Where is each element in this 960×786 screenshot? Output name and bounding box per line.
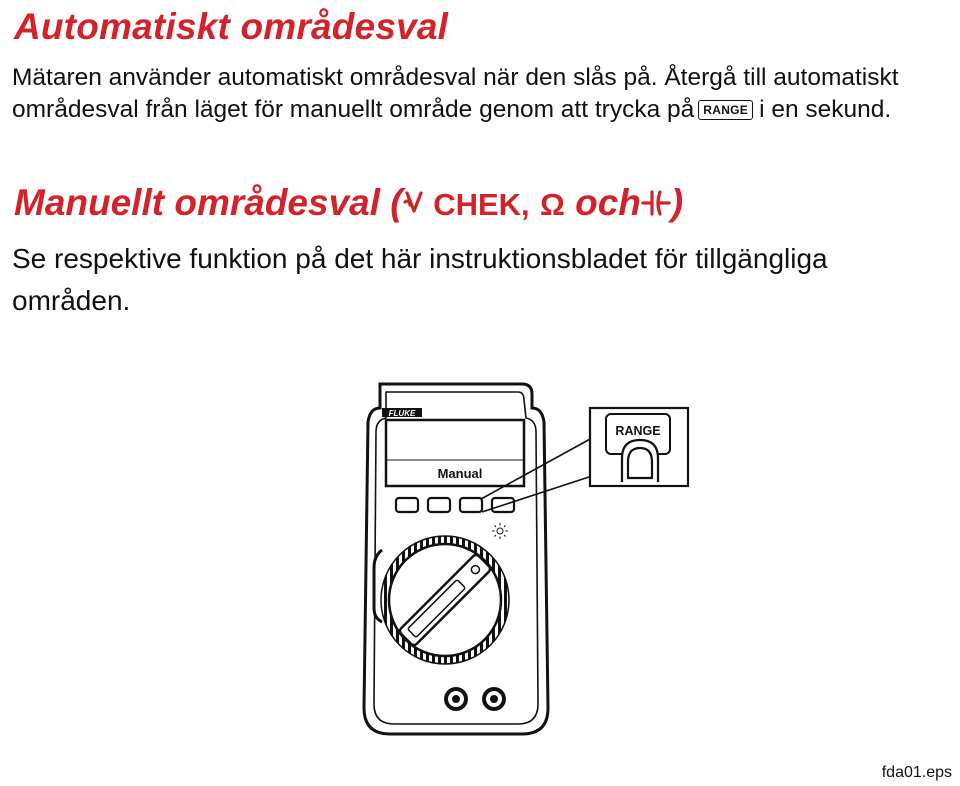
auto-range-text-part2: i en sekund. [759,96,892,123]
meter-button-2 [428,498,450,512]
multimeter-illustration [360,378,700,740]
side-grip [374,550,382,622]
capacitor-icon [641,184,671,226]
section-title-auto-range: Automatiskt områdesval [14,6,449,47]
range-key-icon: RANGE [698,100,753,120]
pressing-finger-icon [622,440,658,482]
manual-range-paragraph: Se respektive funktion på det här instruktionsbladet för tillgängliga områden. [12,243,828,316]
figure-caption: fda01.eps [881,764,952,781]
auto-range-text-part1: Mätaren använder automatiskt områdesval när den slås på. Återgå till automatiskt områdesval från läget för manuellt område genom att trycka på [12,64,899,123]
title-och: och [564,182,641,223]
input-jack-volt-hole [490,695,498,703]
meter-button-range [460,498,482,512]
continuity-beep-icon [403,184,425,226]
title-part-end: ) [670,182,684,223]
range-callout-label: RANGE [615,424,661,438]
brand-logo: FLUKE [388,409,416,418]
title-chek: CHEK, [424,187,530,222]
section-title-manual-range [14,182,683,226]
auto-range-paragraph [12,62,942,126]
ohm-symbol: Ω [539,187,565,222]
meter-button-1 [396,498,418,512]
multimeter-figure [360,378,700,740]
input-jack-com-hole [452,695,460,703]
title-part-start: Manuellt områdesval ( [14,182,403,223]
display-mode-text: Manual [437,466,483,481]
